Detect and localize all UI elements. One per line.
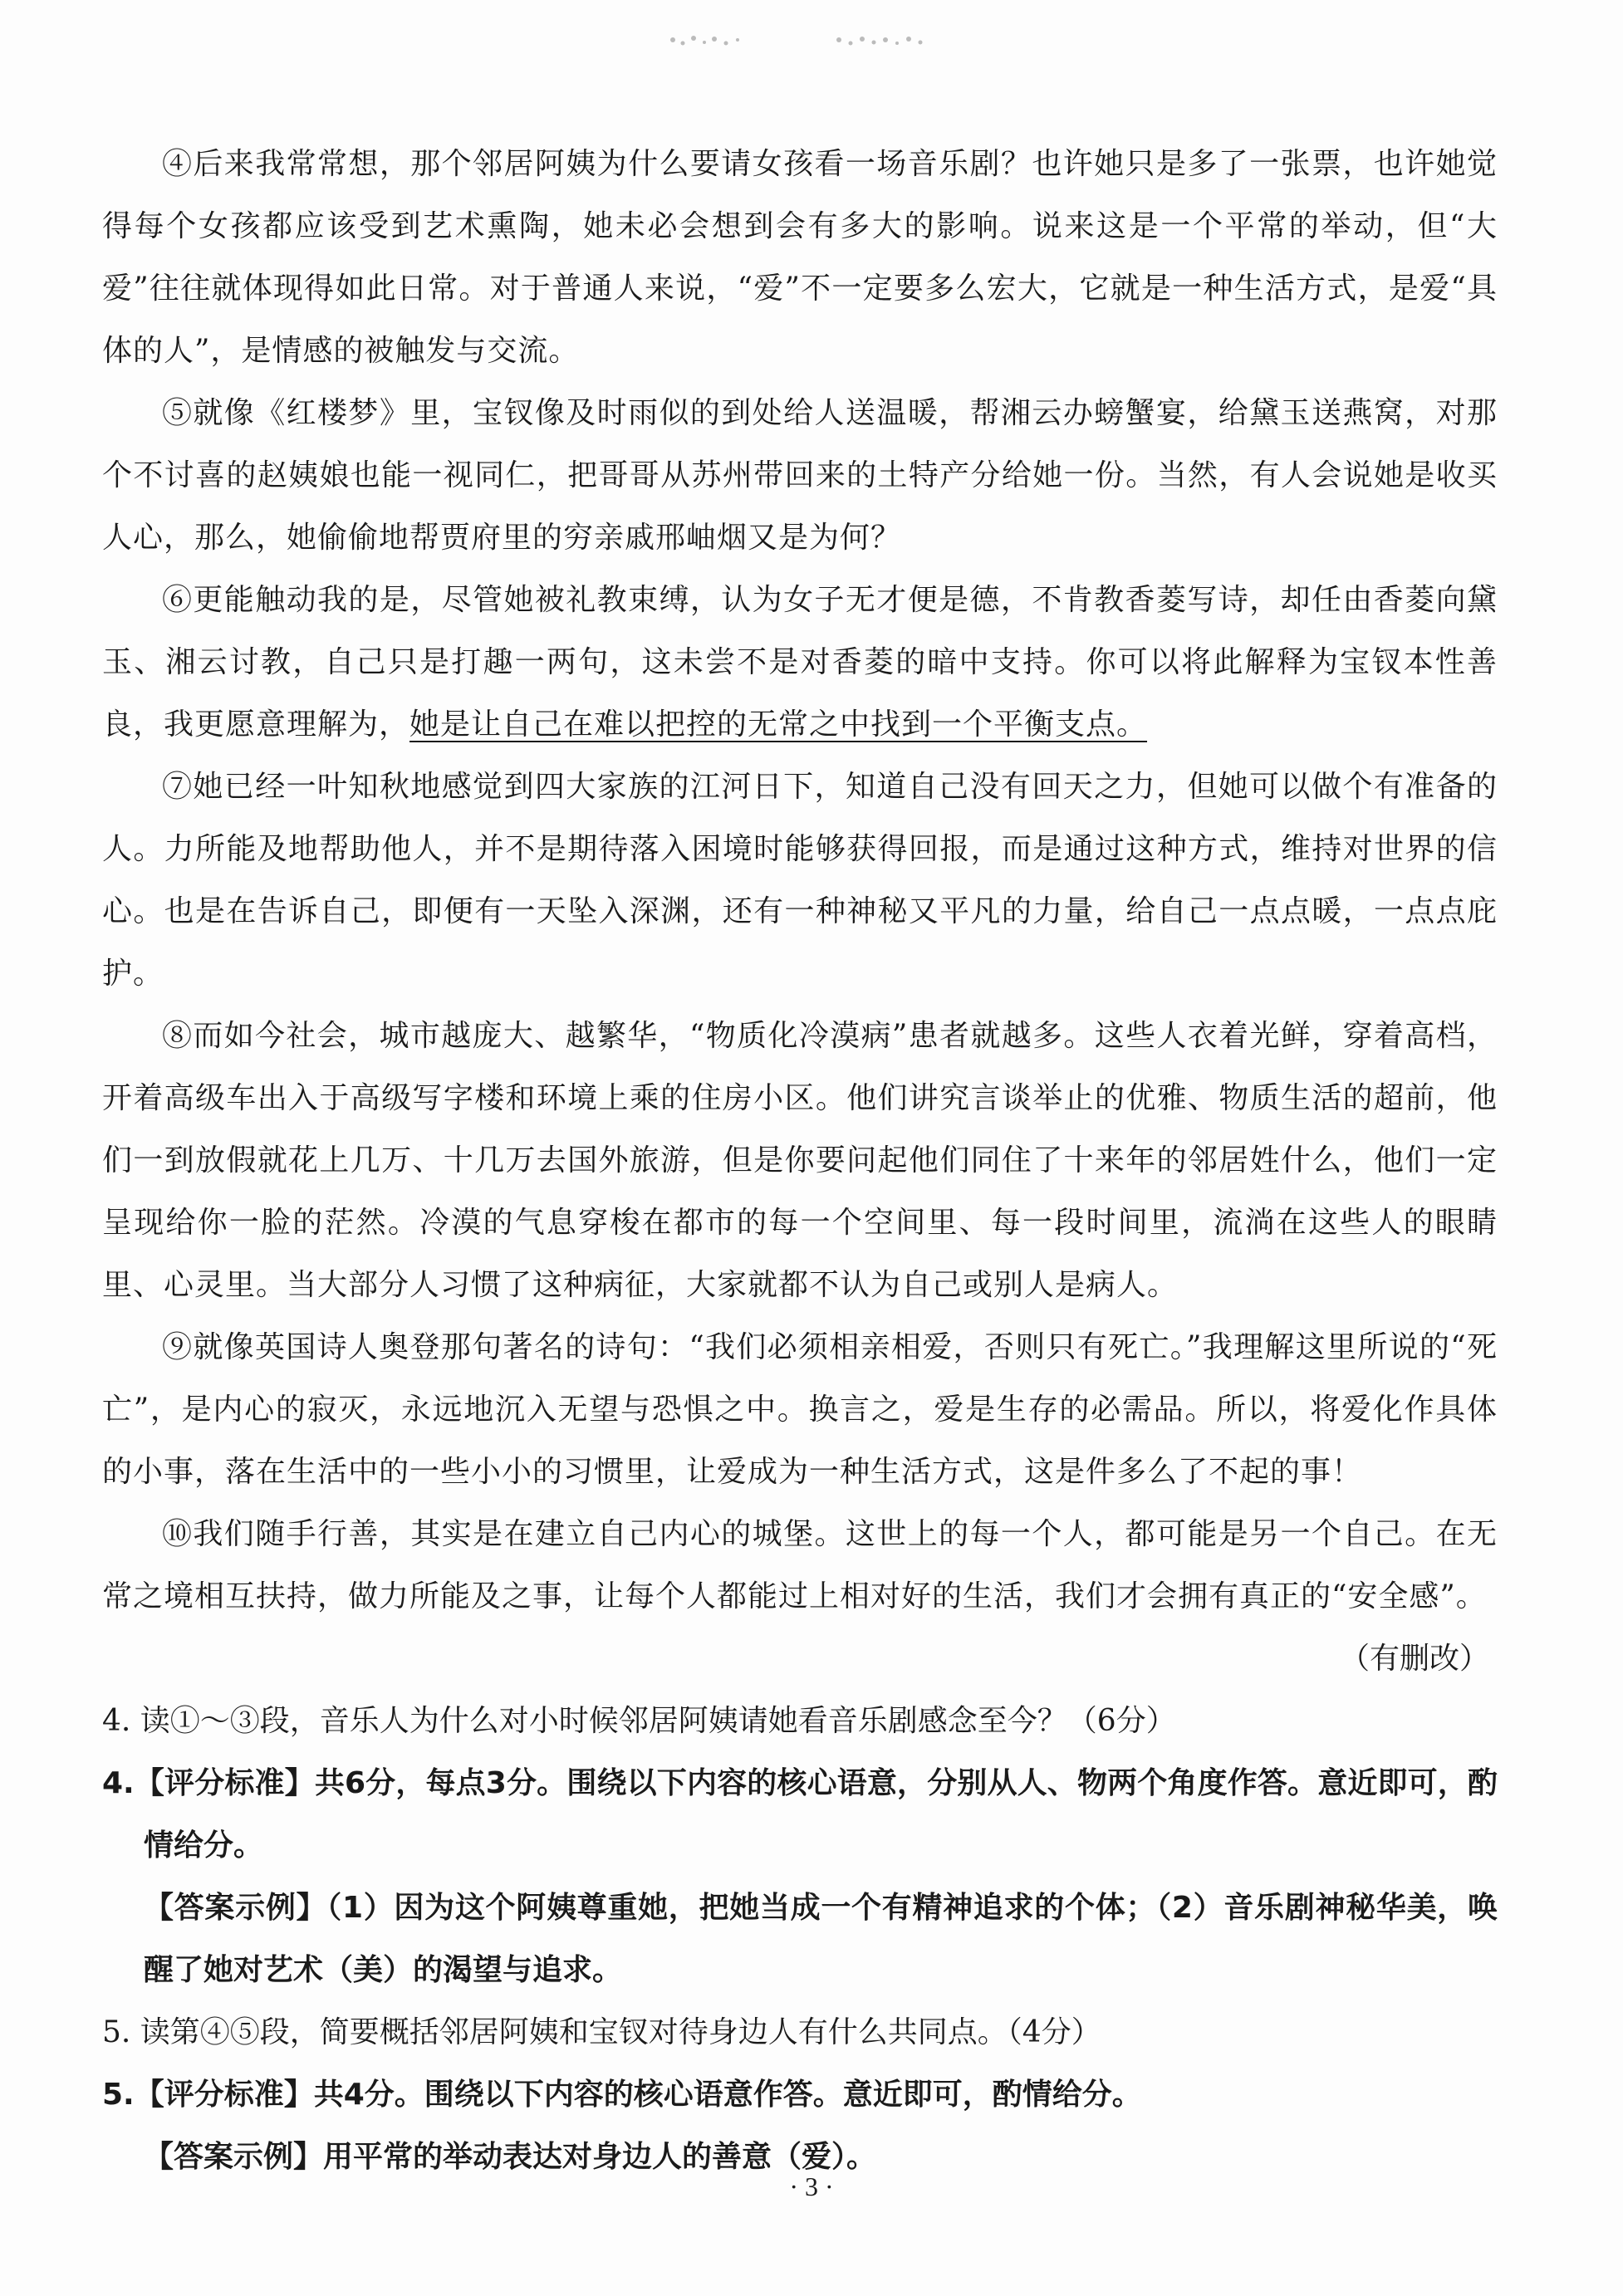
paragraph-6 (102, 569, 1498, 756)
document-body (102, 133, 1498, 2188)
paragraph-9: ⑨就像英国诗人奥登那句著名的诗句：“我们必须相亲相爱，否则只有死亡。”我理解这里所说的“死亡”，是内心的寂灭，永远地沉入无望与恐惧之中。换言之，爱是生存的必需品。所以，将爱化作具体的小事，落在生活中的一些小小的习惯里，让爱成为一种生活方式，这是件多么了不起的事！ (102, 1330, 1498, 1489)
underlined-sentence: 她是让自己在难以把控的无常之中找到一个平衡支点。 (409, 707, 1148, 742)
paragraph-6-text: ⑥更能触动我的是，尽管她被礼教束缚，认为女子无才便是德，不肯教香菱写诗，却任由香菱向黛玉、湘云讨教，自己只是打趣一两句，这未尝不是对香菱的暗中支持。你可以将此解释为宝钗本性善良，我更愿意理解为， (102, 583, 1498, 742)
paragraph-10: ⑩我们随手行善，其实是在建立自己内心的城堡。这世上的每一个人，都可能是另一个自己。在无常之境相互扶持，做力所能及之事，让每个人都能过上相对好的生活，我们才会拥有真正的“安全感”。 (102, 1517, 1498, 1613)
paragraph-8: ⑧而如今社会，城市越庞大、越繁华，“物质化冷漠病”患者就越多。这些人衣着光鲜，穿着高档，开着高级车出入于高级写字楼和环境上乘的住房小区。他们讲究言谈举止的优雅、物质生活的超前，他们一到放假就花上几万、十几万去国外旅游，但是你要问起他们同住了十来年的邻居姓什么，他们一定呈现给你一脸的茫然。冷漠的气息穿梭在都市的每一个空间里、每一段时间里，流淌在这些人的眼睛里、心灵里。当大部分人习惯了这种病征，大家就都不认为自己或别人是病人。 (102, 1019, 1498, 1302)
question-5: 5. 读第④⑤段，简要概括邻居阿姨和宝钗对待身边人有什么共同点。（4分） (102, 2015, 1101, 2049)
scoring-standard-5: 5.【评分标准】共4分。围绕以下内容的核心语意作答。意近即可，酌情给分。 (102, 2078, 1142, 2112)
scan-artifact-marks (656, 25, 1005, 58)
paragraph-5: ⑤就像《红楼梦》里，宝钗像及时雨似的到处给人送温暖，帮湘云办螃蟹宴，给黛玉送燕窝，对那个不讨喜的赵姨娘也能一视同仁，把哥哥从苏州带回来的土特产分给她一份。当然，有人会说她是收买人心，那么，她偷偷地帮贾府里的穷亲戚邢岫烟又是为何？ (102, 396, 1498, 555)
page-number: · 3 · (789, 2171, 834, 2201)
paragraph-4: ④后来我常常想，那个邻居阿姨为什么要请女孩看一场音乐剧？也许她只是多了一张票，也许她觉得每个女孩都应该受到艺术熏陶，她未必会想到会有多大的影响。说来这是一个平常的举动，但“大爱”往往就体现得如此日常。对于普通人来说，“爱”不一定要多么宏大，它就是一种生活方式，是爱“具体的人”，是情感的被触发与交流。 (102, 147, 1498, 368)
answer-example-4: 【答案示例】（1）因为这个阿姨尊重她，把她当成一个有精神追求的个体；（2）音乐剧神秘华美，唤醒了她对艺术（美）的渴望与追求。 (144, 1891, 1498, 1987)
question-4: 4. 读①～③段，音乐人为什么对小时候邻居阿姨请她看音乐剧感念至今？（6分） (102, 1704, 1176, 1738)
edit-note: （有删改） (1339, 1642, 1489, 1676)
answer-example-5: 【答案示例】用平常的举动表达对身边人的善意（爱）。 (144, 2140, 877, 2174)
scoring-standard-4: 4.【评分标准】共6分，每点3分。围绕以下内容的核心语意，分别从人、物两个角度作答。意近即可，酌情给分。 (102, 1766, 1498, 1863)
paragraph-7: ⑦她已经一叶知秋地感觉到四大家族的江河日下，知道自己没有回天之力，但她可以做个有准备的人。力所能及地帮助他人，并不是期待落入困境时能够获得回报，而是通过这种方式，维持对世界的信心。也是在告诉自己，即便有一天坠入深渊，还有一种神秘又平凡的力量，给自己一点点暖，一点点庇护。 (102, 770, 1498, 991)
